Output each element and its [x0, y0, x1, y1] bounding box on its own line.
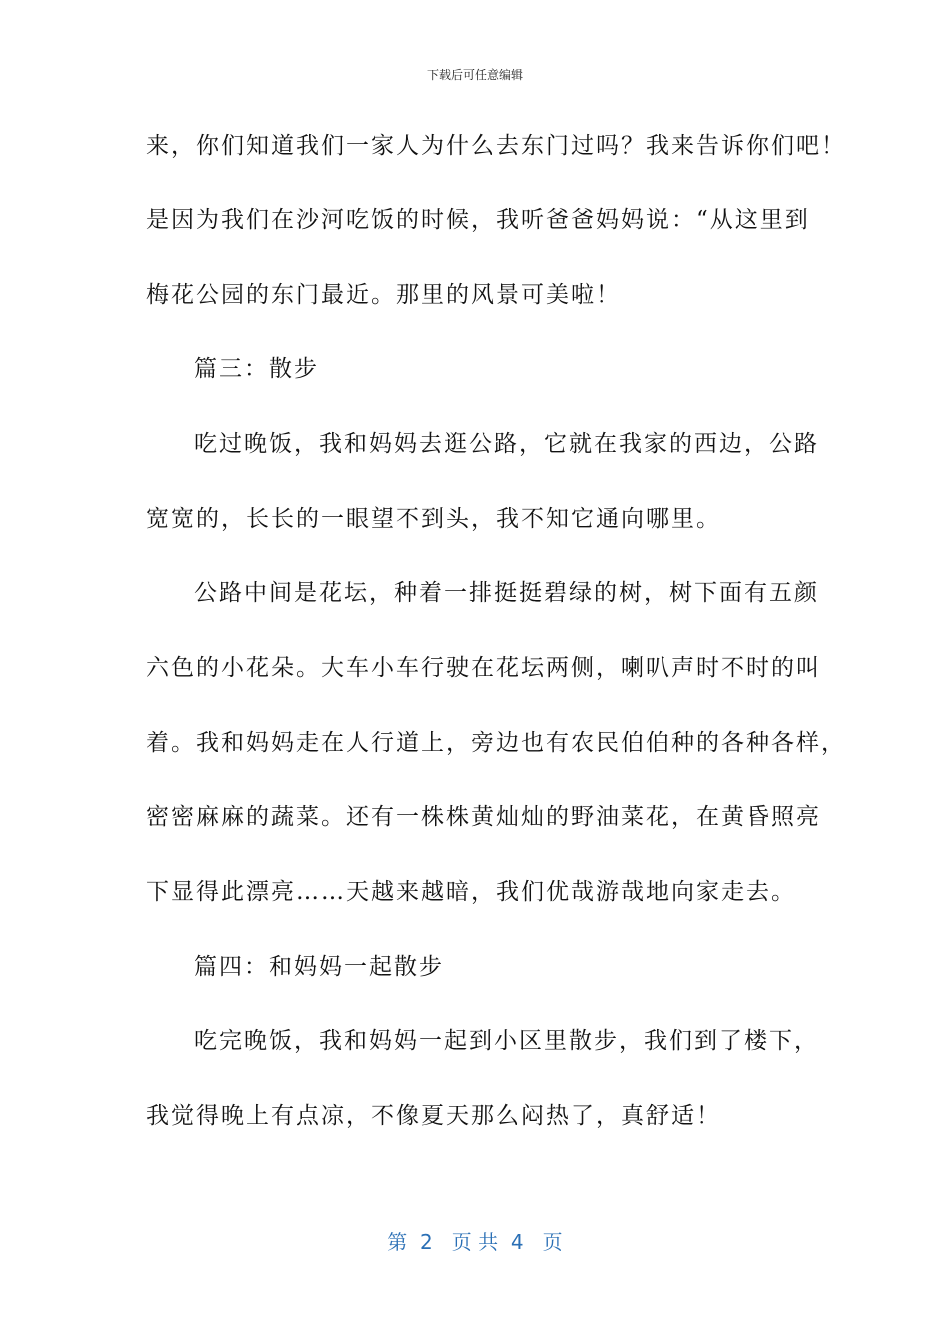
text-line-13: 吃完晚饭，我和妈妈一起到小区里散步，我们到了楼下， [194, 1028, 819, 1054]
page-header: 下载后可任意编辑 [426, 68, 523, 82]
text-line-5: 吃过晚饭，我和妈妈去逛公路，它就在我家的西边，公路 [194, 431, 819, 457]
text-line-1: 来，你们知道我们一家人为什么去东门过吗？我来告诉你们吧！ [146, 133, 846, 159]
section-heading-3: 篇三：散步 [194, 356, 319, 382]
text-line-9: 着。我和妈妈走在人行道上，旁边也有农民伯伯种的各种各样， [146, 730, 846, 756]
text-line-14: 我觉得晚上有点凉，不像夏天那么闷热了，真舒适！ [146, 1103, 721, 1129]
text-line-2: 是因为我们在沙河吃饭的时候，我听爸爸妈妈说：“从这里到 [146, 207, 810, 233]
page-footer: 第 2 页 共 4 页 [387, 1230, 563, 1254]
text-line-11: 下显得此漂亮……天越来越暗，我们优哉游哉地向家走去。 [146, 879, 796, 905]
text-line-7: 公路中间是花坛，种着一排挺挺碧绿的树，树下面有五颜 [194, 580, 819, 606]
text-line-10: 密密麻麻的蔬菜。还有一株株黄灿灿的野油菜花，在黄昏照亮 [146, 804, 821, 830]
text-line-8: 六色的小花朵。大车小车行驶在花坛两侧，喇叭声时不时的叫 [146, 655, 821, 681]
text-line-3: 梅花公园的东门最近。那里的风景可美啦！ [146, 282, 621, 308]
text-line-6: 宽宽的，长长的一眼望不到头，我不知它通向哪里。 [146, 506, 721, 532]
section-heading-4: 篇四：和妈妈一起散步 [194, 954, 444, 980]
